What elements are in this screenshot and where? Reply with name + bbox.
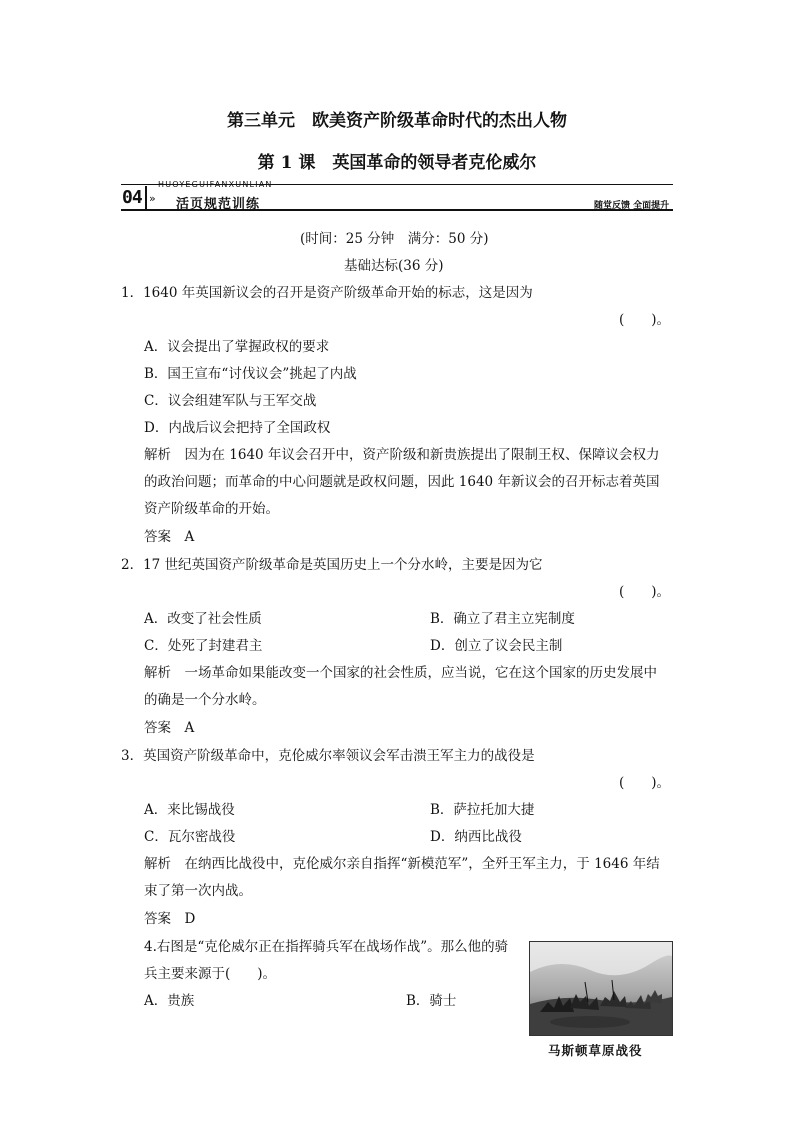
unit-title: 第三单元 欧美资产阶级革命时代的杰出人物: [227, 111, 567, 131]
time-score: (时间：25 分钟 满分：50 分): [300, 231, 489, 247]
battle-painting: [529, 941, 673, 1036]
answer-bracket: ( )。: [619, 584, 671, 600]
option-b: B．国王宣布“讨伐议会”挑起了内战: [144, 366, 357, 382]
analysis-line: 解析 因为在 1640 年议会召开中，资产阶级和新贵族提出了限制王权、保障议会权力: [144, 447, 660, 463]
question-stem: 2．17 世纪英国资产阶级革命是英国历史上一个分水岭，主要是因为它: [121, 557, 543, 573]
option-d: D．纳西比战役: [430, 829, 522, 845]
option-d: D．内战后议会把持了全国政权: [144, 420, 331, 436]
analysis-line: 的政治问题；而革命的中心问题就是政权问题，因此 1640 年新议会的召开标志着英国: [144, 474, 660, 490]
answer: 答案 A: [144, 529, 195, 545]
answer-bracket: ( )。: [619, 312, 671, 328]
analysis-line: 资产阶级革命的开始。: [144, 501, 279, 517]
analysis-line: 的确是一个分水岭。: [144, 692, 266, 708]
answer: 答案 A: [144, 720, 195, 736]
option-b: B．萨拉托加大捷: [430, 802, 535, 818]
analysis-line: 解析 在纳西比战役中，克伦威尔亲自指挥“新模范军”，全歼王军主力，于 1646 年结: [144, 856, 660, 872]
option-b: B．骑士: [406, 993, 457, 1009]
image-caption: 马斯顿草原战役: [548, 1043, 643, 1058]
option-a: A．议会提出了掌握政权的要求: [144, 339, 330, 355]
option-a: A．改变了社会性质: [144, 611, 262, 627]
option-c: C．议会组建军队与王军交战: [144, 393, 317, 409]
option-c: C．瓦尔密战役: [144, 829, 236, 845]
banner-title: 活页规范训练: [176, 197, 261, 212]
analysis-line: 解析 一场革命如果能改变一个国家的社会性质，应当说，它在这个国家的历史发展中: [144, 665, 657, 681]
answer: 答案 D: [144, 911, 196, 927]
banner-divider: [145, 186, 147, 209]
option-c: C．处死了封建君主: [144, 638, 263, 654]
banner-arrow-icon: »: [149, 192, 156, 205]
option-a: A．贵族: [144, 993, 195, 1009]
banner-pinyin: HUOYEGUIFANXUNLIAN: [158, 180, 273, 189]
answer-bracket: ( )。: [619, 775, 671, 791]
lesson-title: 第 1 课 英国革命的领导者克伦威尔: [257, 153, 537, 173]
option-a: A．来比锡战役: [144, 802, 235, 818]
banner-number: 04: [122, 187, 142, 208]
option-d: D．创立了议会民主制: [430, 638, 563, 654]
analysis-line: 束了第一次内战。: [144, 883, 252, 899]
question-stem: 1．1640 年英国新议会的召开是资产阶级革命开始的标志，这是因为: [121, 285, 533, 301]
banner-slogan: 随堂反馈 全面提升: [594, 201, 670, 211]
question-stem: 4.右图是“克伦威尔正在指挥骑兵军在战场作战”。那么他的骑: [144, 939, 509, 955]
section-heading: 基础达标(36 分): [344, 258, 444, 274]
option-b: B．确立了君主立宪制度: [430, 611, 575, 627]
question-stem: 3．英国资产阶级革命中，克伦威尔率领议会军击溃王军主力的战役是: [121, 748, 535, 764]
question-stem: 兵主要来源于( )。: [144, 966, 277, 982]
